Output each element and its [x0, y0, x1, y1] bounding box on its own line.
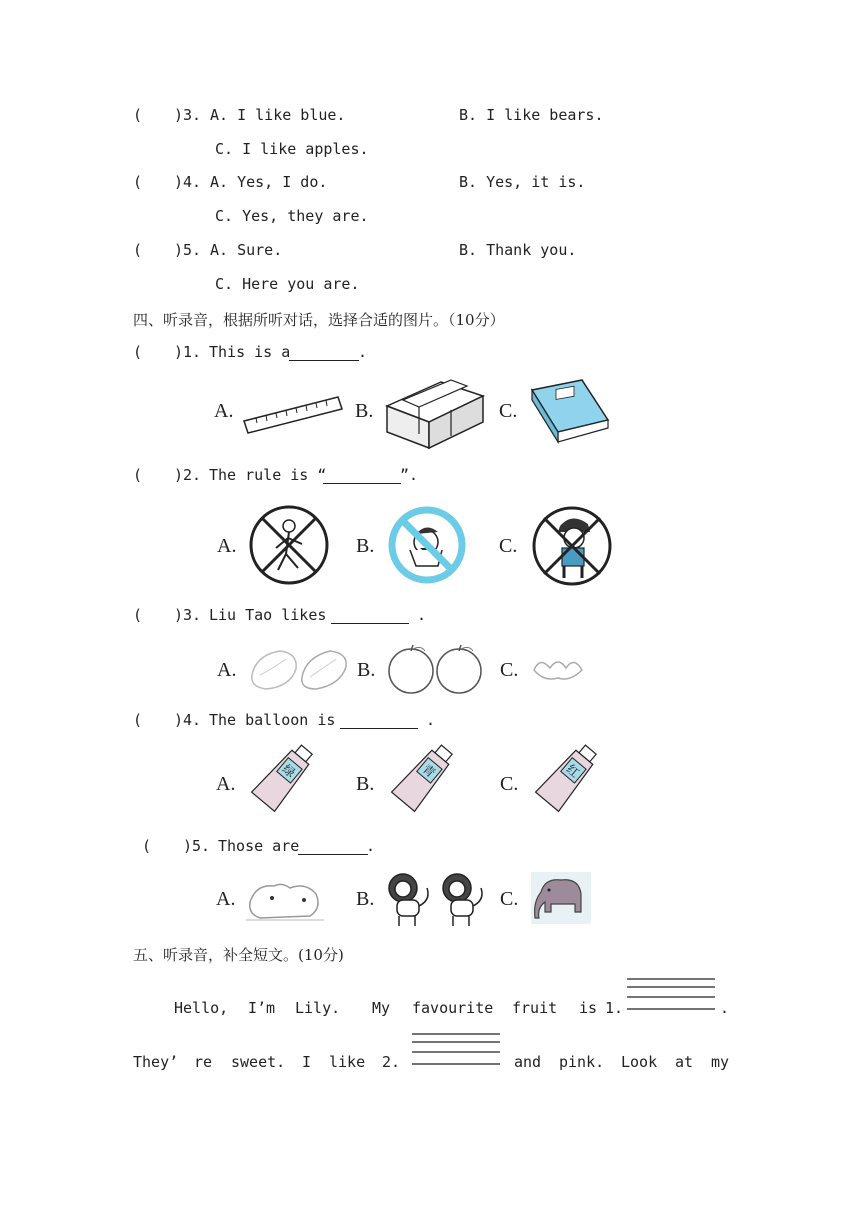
- elephant-icon: [531, 872, 591, 924]
- answer-paren-open: (: [133, 711, 143, 729]
- passage-word: .: [720, 999, 730, 1017]
- passage-word: pink.: [559, 1053, 605, 1071]
- polar-bears-icon: [246, 872, 324, 924]
- passage-word: and: [514, 1053, 542, 1071]
- no-eating-sign-icon: [530, 504, 614, 588]
- passage-word: They’: [133, 1053, 179, 1071]
- question-text: Those are: [218, 837, 300, 855]
- passage-word: Lily.: [295, 999, 341, 1017]
- passage-word: at: [675, 1053, 694, 1071]
- svg-text:绿: 绿: [279, 761, 298, 781]
- option-c: C. Here you are.: [215, 275, 360, 293]
- option-label-c: C.: [499, 535, 518, 557]
- option-label-a: A.: [216, 773, 236, 795]
- answer-paren-open: (: [133, 173, 143, 191]
- passage-word: like: [329, 1053, 366, 1071]
- option-label-c: C.: [499, 400, 518, 422]
- passage-word: Look: [621, 1053, 658, 1071]
- passage-word: I’m: [248, 999, 276, 1017]
- option-label-a: A.: [216, 888, 236, 910]
- question-number: 1.: [183, 343, 202, 361]
- section-5-heading: 五、听录音，补全短文。(10分): [133, 946, 344, 964]
- option-a: A. I like blue.: [210, 106, 346, 124]
- answer-paren-close: ): [174, 466, 184, 484]
- question-number: 2.: [183, 466, 202, 484]
- question-end: ”.: [400, 466, 419, 484]
- question-text: This is a: [209, 343, 291, 361]
- option-label-b: B.: [355, 400, 374, 422]
- option-label-c: C.: [500, 773, 519, 795]
- red-paint-tube-icon: [530, 745, 604, 811]
- answer-blank: [331, 622, 409, 624]
- question-number: 4.: [183, 173, 202, 191]
- question-text: The rule is “: [209, 466, 327, 484]
- answer-paren-close: ): [183, 837, 193, 855]
- answer-paren-open: (: [133, 106, 143, 124]
- answer-paren-close: ): [174, 241, 184, 259]
- option-label-c: C.: [500, 659, 519, 681]
- passage-word: re: [194, 1053, 213, 1071]
- pears-icon: [246, 645, 352, 693]
- passage-word: I: [302, 1053, 312, 1071]
- question-number: 5.: [192, 837, 211, 855]
- svg-text:红: 红: [563, 761, 582, 781]
- option-a: A. Sure.: [210, 241, 283, 259]
- option-label-b: B.: [356, 773, 375, 795]
- answer-paren-open: (: [133, 241, 143, 259]
- cyan-paint-tube-icon: [386, 745, 460, 811]
- green-paint-tube-icon: [246, 745, 320, 811]
- blank-number: 2.: [382, 1053, 401, 1071]
- option-c: C. Yes, they are.: [215, 207, 369, 225]
- answer-paren-open: (: [133, 466, 143, 484]
- blank-number: 1.: [605, 999, 624, 1017]
- answer-paren-close: ): [174, 106, 184, 124]
- answer-paren-close: ): [174, 173, 184, 191]
- option-label-a: A.: [217, 535, 237, 557]
- lions-icon: [387, 870, 499, 928]
- option-a: A. Yes, I do.: [210, 173, 328, 191]
- no-running-sign-icon: [248, 504, 330, 586]
- option-label-c: C.: [500, 888, 519, 910]
- answer-paren-close: ): [174, 343, 184, 361]
- answer-paren-open: (: [142, 837, 152, 855]
- no-noise-sign-icon: [386, 504, 468, 586]
- question-number: 3.: [183, 106, 202, 124]
- book-icon: [530, 380, 610, 448]
- option-c: C. I like apples.: [215, 140, 369, 158]
- question-number: 3.: [183, 606, 202, 624]
- answer-paren-open: (: [133, 606, 143, 624]
- four-line-writing-blank-1: [627, 975, 715, 1015]
- answer-paren-close: ): [174, 711, 184, 729]
- option-label-a: A.: [217, 659, 237, 681]
- passage-word: My: [372, 999, 391, 1017]
- option-label-a: A.: [214, 400, 234, 422]
- section-4-heading: 四、听录音，根据所听对话，选择合适的图片。（10分）: [133, 311, 505, 329]
- ruler-icon: [244, 395, 344, 435]
- passage-word: is: [579, 999, 598, 1017]
- passage-word: sweet.: [231, 1053, 286, 1071]
- option-label-b: B.: [356, 888, 375, 910]
- option-label-b: B.: [356, 535, 375, 557]
- question-text: The balloon is: [209, 711, 345, 729]
- passage-word: favourite: [412, 999, 494, 1017]
- eraser-icon: [383, 376, 485, 451]
- option-label-b: B.: [357, 659, 376, 681]
- answer-blank: [323, 482, 401, 484]
- passage-word: Hello,: [174, 999, 229, 1017]
- option-b: B. Thank you.: [459, 241, 577, 259]
- svg-text:青: 青: [419, 761, 438, 781]
- question-text: Liu Tao likes: [209, 606, 336, 624]
- option-b: B. I like bears.: [459, 106, 604, 124]
- passage-word: my: [711, 1053, 730, 1071]
- question-number: 5.: [183, 241, 202, 259]
- answer-blank: [340, 727, 418, 729]
- answer-blank: [298, 853, 368, 855]
- four-line-writing-blank-2: [412, 1030, 500, 1070]
- apples-icon: [387, 643, 495, 697]
- answer-paren-close: ): [174, 606, 184, 624]
- passage-word: fruit: [512, 999, 558, 1017]
- question-end: .: [408, 606, 427, 624]
- question-number: 4.: [183, 711, 202, 729]
- bananas-icon: [530, 652, 586, 684]
- question-end: .: [358, 343, 368, 361]
- option-b: B. Yes, it is.: [459, 173, 586, 191]
- question-end: .: [417, 711, 436, 729]
- question-end: .: [366, 837, 376, 855]
- answer-paren-open: (: [133, 343, 143, 361]
- answer-blank: [289, 359, 359, 361]
